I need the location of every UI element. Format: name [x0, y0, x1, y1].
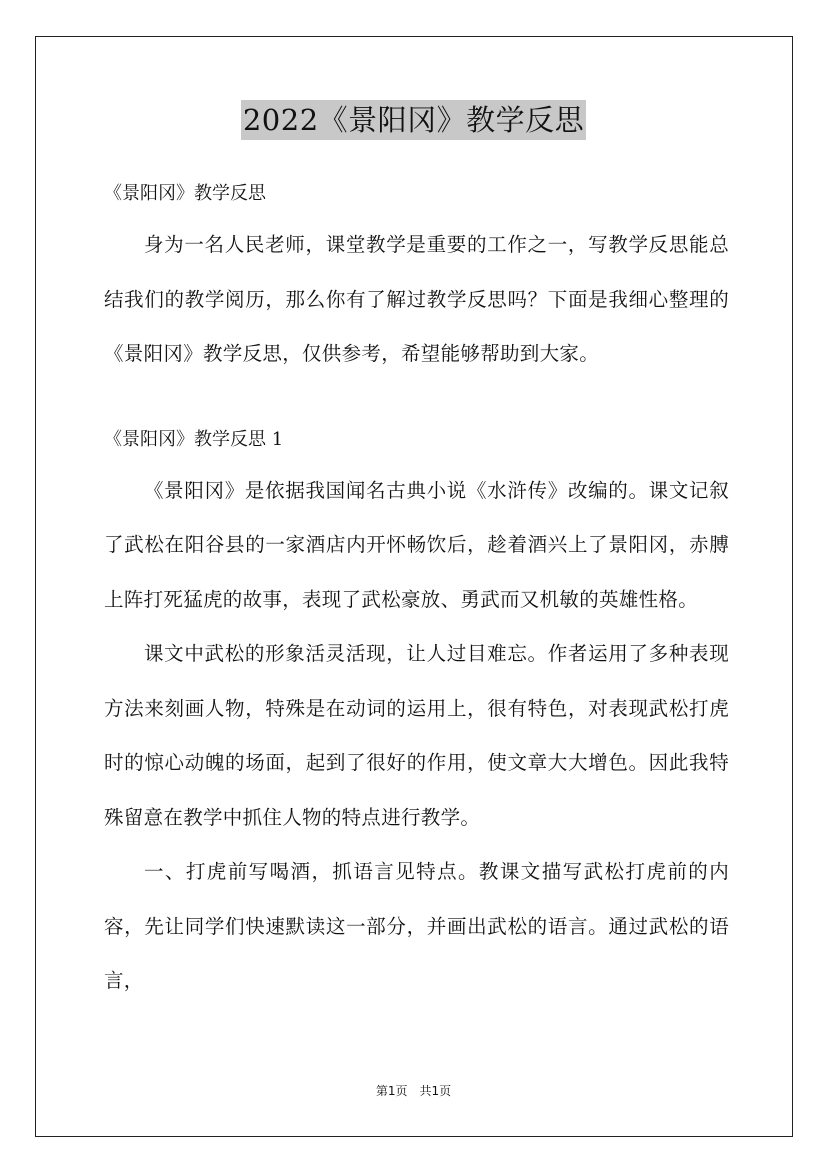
body-paragraph-1: 《景阳冈》是依据我国闻名古典小说《水浒传》改编的。课文记叙了武松在阳谷县的一家酒店内开怀畅饮后，趁着酒兴上了景阳冈，赤膊上阵打死猛虎的故事，表现了武松豪放、勇武而又机敏的英雄性格。 [104, 478, 729, 611]
page-footer [0, 1082, 827, 1099]
intro-paragraph: 身为一名人民老师，课堂教学是重要的工作之一，写教学反思能总结我们的教学阅历，那么你有了解过教学反思吗？下面是我细心整理的《景阳冈》教学反思，仅供参考，希望能够帮助到大家。 [104, 233, 729, 365]
body-paragraph-3: 一、打虎前写喝酒，抓语言见特点。教课文描写武松打虎前的内容，先让同学们快速默读这一部分，并画出武松的语言。通过武松的语言， [104, 860, 729, 992]
section-heading: 《景阳冈》教学反思 1 [104, 428, 284, 450]
title-container [0, 100, 827, 140]
document-title: 2022《景阳冈》教学反思 [241, 100, 586, 140]
document-body [104, 176, 729, 1009]
page-number: 第1页 共1页 [375, 1084, 452, 1098]
body-paragraph-2: 课文中武松的形象活灵活现，让人过目难忘。作者运用了多种表现方法来刻画人物，特殊是在动词的运用上，很有特色，对表现武松打虎时的惊心动魄的场面，起到了很好的作用，使文章大大增色。因此我特殊留意在教学中抓住人物的特点进行教学。 [104, 642, 729, 829]
document-subtitle: 《景阳冈》教学反思 [104, 183, 266, 204]
